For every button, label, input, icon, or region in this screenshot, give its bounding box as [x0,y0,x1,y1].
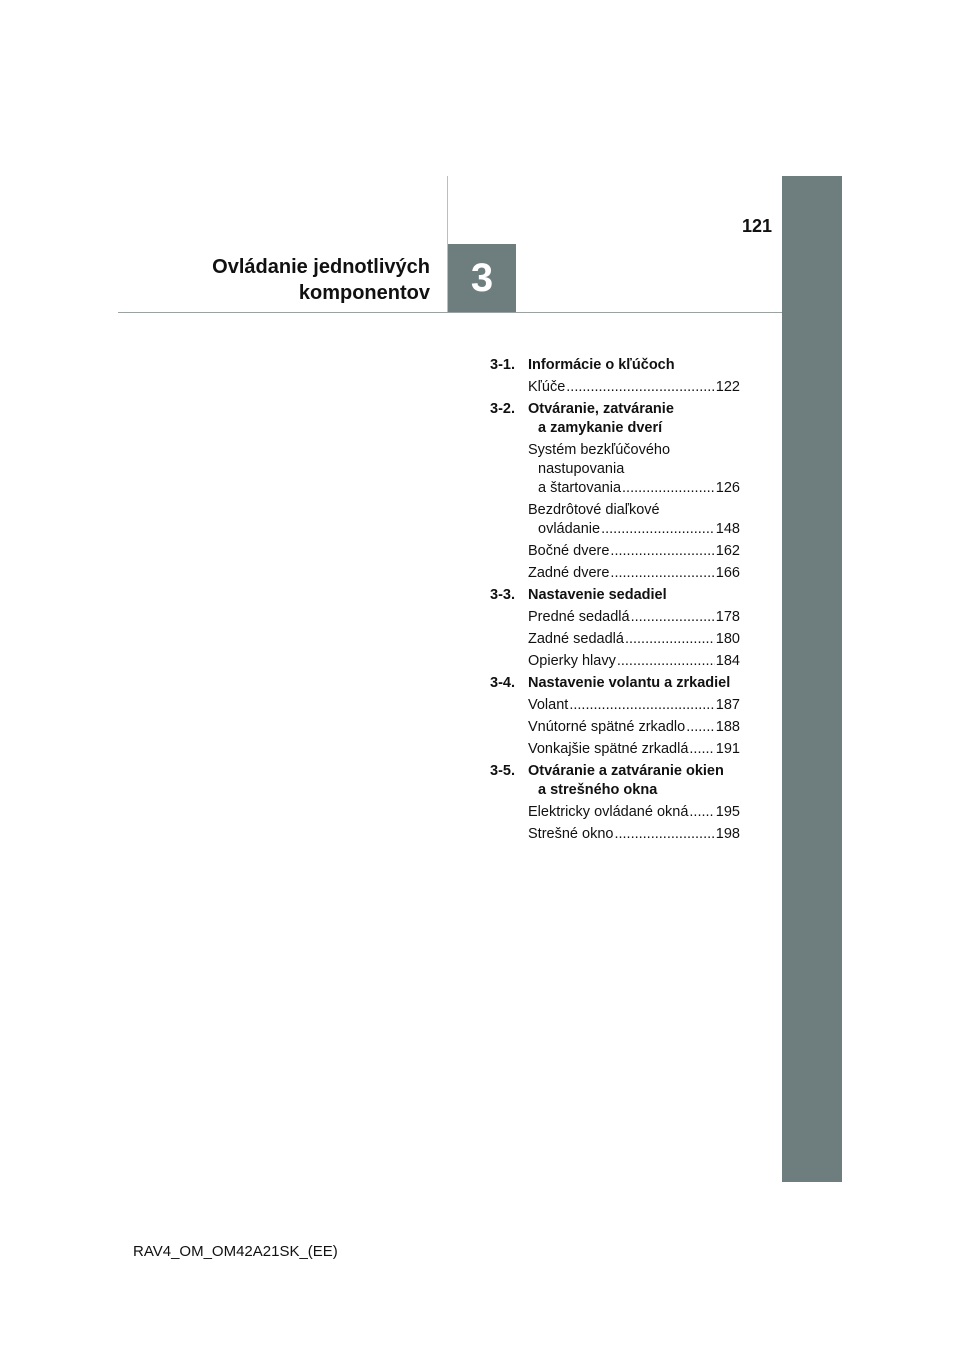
toc-entry-label: Strešné okno [528,826,614,842]
toc-section [490,674,740,759]
toc-dot-leader [614,825,714,844]
toc-section-title-line: a zamykanie dverí [538,420,663,436]
chapter-side-tab [782,176,842,1182]
toc-entry[interactable] [528,501,740,539]
toc-entry-page: 191 [715,741,740,757]
toc-entry[interactable] [528,740,740,759]
toc-entry[interactable] [528,825,740,844]
toc-dot-leader [601,520,715,539]
toc-entry[interactable] [528,441,740,498]
toc-entry[interactable] [528,378,740,397]
toc-entry[interactable] [528,652,740,671]
toc-entry-label: Volant [528,697,569,713]
toc-section-title-line: Nastavenie sedadiel [528,587,667,603]
toc-entry-label: Bočné dvere [528,543,610,559]
toc-entry-page: 195 [715,804,740,820]
toc-section-number: 3-2. [490,401,515,417]
toc-dot-leader [625,630,715,649]
toc-section-title [528,586,740,605]
toc-entry-line: Systém bezkľúčového [528,442,671,458]
toc-entry-page: 184 [715,653,740,669]
toc-section-title [528,356,740,375]
toc-entry-line: nastupovania [538,461,625,477]
toc-entry-label: Vonkajšie spätné zrkadlá [528,741,689,757]
toc-section-number: 3-5. [490,763,515,779]
toc-entry-page: 122 [715,379,740,395]
chapter-title [212,254,430,306]
toc-entry-page: 166 [715,565,740,581]
toc-dot-leader [566,378,715,397]
toc-section [490,356,740,397]
toc-section [490,400,740,583]
toc-dot-leader [689,740,714,759]
toc-section-title [528,674,740,693]
toc-entry-page: 187 [715,697,740,713]
toc-dot-leader [617,652,715,671]
header-horizontal-rule [118,312,782,313]
chapter-number-box: 3 [448,244,516,312]
toc-section [490,762,740,844]
toc-entry[interactable] [528,718,740,737]
toc-section-title-line: Informácie o kľúčoch [528,357,675,373]
toc-entry-label: ovládanie [538,521,601,537]
toc-entry-label: Opierky hlavy [528,653,616,669]
toc-entry-label: Zadné dvere [528,565,610,581]
toc-entry-label: Elektricky ovládané okná [528,804,689,820]
toc-section-title-line: Nastavenie volantu a zrkadiel [528,675,731,691]
toc-entry-page: 178 [715,609,740,625]
toc-entry-page: 180 [715,631,740,647]
toc-entry[interactable] [528,564,740,583]
chapter-title-line: komponentov [298,282,430,304]
toc-entry[interactable] [528,630,740,649]
toc-section [490,586,740,671]
toc-entry-line: Bezdrôtové diaľkové [528,502,660,518]
toc-entry[interactable] [528,608,740,627]
toc-entry-page: 148 [715,521,740,537]
toc-section-title [528,762,740,800]
toc-entry-label: a štartovania [538,480,622,496]
toc-section-number: 3-3. [490,587,515,603]
document-code-footer: RAV4_OM_OM42A21SK_(EE) [133,1243,338,1260]
toc-entry[interactable] [528,696,740,715]
toc-dot-leader [622,479,715,498]
toc-section-title-line: Otváranie, zatváranie [528,401,674,417]
toc-entry-label: Kľúče [528,379,566,395]
toc-entry[interactable] [528,542,740,561]
toc-entry-label: Vnútorné spätné zrkadlo [528,719,686,735]
table-of-contents [490,353,740,844]
toc-entry-page: 188 [715,719,740,735]
toc-section-title-line: a strešného okna [538,782,658,798]
toc-entry-page: 126 [715,480,740,496]
toc-dot-leader [569,696,714,715]
toc-entry-page: 198 [715,826,740,842]
toc-entry-label: Predné sedadlá [528,609,630,625]
page-number: 121 [741,216,772,236]
toc-dot-leader [631,608,715,627]
toc-dot-leader [610,564,714,583]
toc-dot-leader [686,718,715,737]
chapter-title-line: Ovládanie jednotlivých [212,256,430,278]
toc-entry[interactable] [528,803,740,822]
toc-section-number: 3-1. [490,357,515,373]
toc-entry-label: Zadné sedadlá [528,631,624,647]
toc-dot-leader [610,542,714,561]
toc-section-title [528,400,740,438]
toc-dot-leader [689,803,714,822]
toc-section-number: 3-4. [490,675,515,691]
toc-entry-page: 162 [715,543,740,559]
toc-section-title-line: Otváranie a zatváranie okien [528,763,724,779]
